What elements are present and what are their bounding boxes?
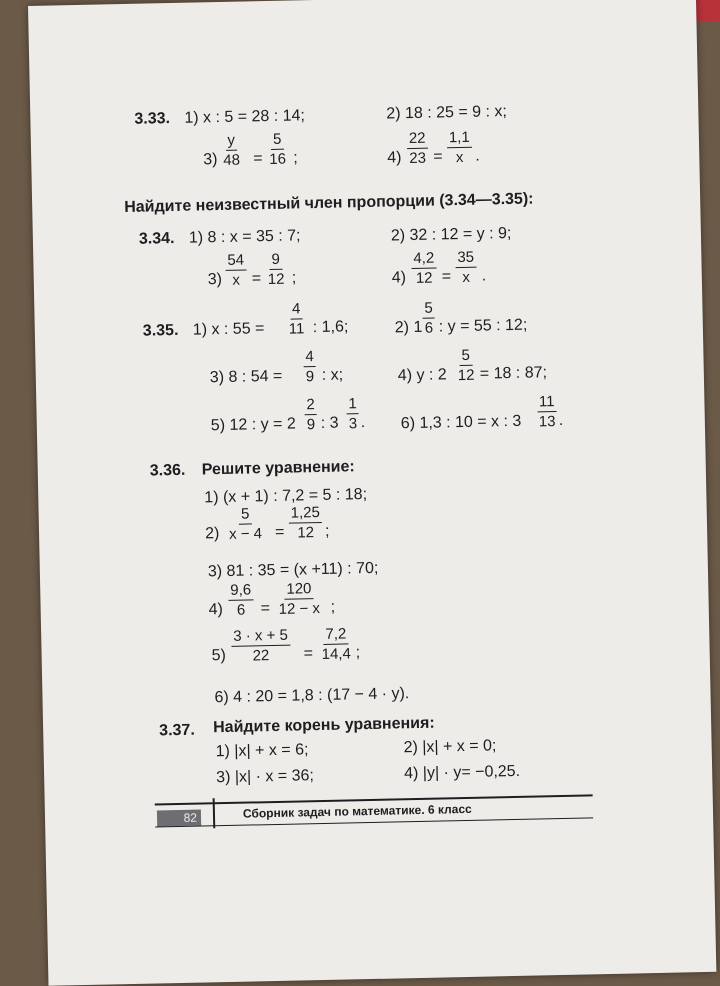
fraction bbox=[267, 131, 288, 168]
punct: . bbox=[481, 267, 487, 285]
punct: ; bbox=[291, 269, 297, 287]
equals: = bbox=[260, 600, 271, 618]
fraction bbox=[289, 504, 323, 542]
problem-title: Найдите корень уравнения: bbox=[212, 714, 435, 737]
denominator: 48 bbox=[223, 151, 241, 169]
punct: ; bbox=[330, 598, 336, 616]
numerator: 4,2 bbox=[411, 250, 436, 270]
numerator: 35 bbox=[455, 249, 476, 268]
denominator: 11 bbox=[288, 320, 305, 338]
denominator: 13 bbox=[538, 413, 556, 431]
item-4-label: 4) bbox=[391, 269, 407, 287]
punct: . bbox=[558, 411, 564, 429]
fraction bbox=[536, 393, 557, 430]
footer-bottom-rule bbox=[155, 817, 593, 827]
denominator: x bbox=[462, 268, 471, 286]
punct: : x; bbox=[321, 366, 344, 384]
denominator: x bbox=[232, 271, 241, 289]
fraction bbox=[227, 505, 265, 543]
denominator: 9 bbox=[306, 416, 316, 434]
punct: : 3 bbox=[320, 414, 339, 432]
fraction bbox=[265, 251, 286, 288]
fraction bbox=[447, 129, 473, 167]
problem-number-3-36: 3.36. bbox=[149, 461, 186, 480]
equals: = bbox=[253, 150, 263, 168]
denominator: 12 bbox=[457, 366, 475, 385]
numerator: 1,25 bbox=[289, 504, 323, 524]
problem-number-3-33: 3.33. bbox=[134, 110, 171, 128]
item-3: 3) |x| · x = 36; bbox=[216, 767, 315, 787]
fraction bbox=[231, 627, 290, 665]
problem-number-3-37: 3.37. bbox=[159, 721, 195, 740]
fraction bbox=[407, 130, 428, 167]
numerator: 2 bbox=[304, 396, 317, 415]
punct: ; bbox=[324, 522, 330, 540]
fraction bbox=[228, 581, 254, 619]
denominator: 12 − x bbox=[278, 600, 321, 618]
item-2: 2) 18 : 25 = 9 : x; bbox=[386, 102, 508, 123]
equals: = bbox=[274, 523, 285, 541]
equals: = bbox=[303, 645, 314, 663]
punct: ; bbox=[293, 149, 298, 167]
fraction bbox=[304, 396, 317, 433]
item-1: 1) |x| + x = 6; bbox=[215, 741, 309, 761]
numerator: 11 bbox=[537, 393, 557, 412]
numerator: 9 bbox=[269, 251, 282, 270]
denominator: x bbox=[455, 148, 464, 167]
item-2: 2) |x| + x = 0; bbox=[403, 737, 497, 757]
book-title: Сборник задач по математике. 6 класс bbox=[242, 801, 472, 821]
numerator: 3 · x + 5 bbox=[231, 627, 290, 647]
denominator: 6 bbox=[424, 319, 434, 337]
denominator: 9 bbox=[305, 368, 315, 386]
item-6: 6) 4 : 20 = 1,8 : (17 − 4 · y). bbox=[214, 685, 410, 707]
item-6: 6) 1,3 : 10 = x : 3 bbox=[400, 412, 522, 433]
denominator: 23 bbox=[409, 149, 427, 168]
punct: ; bbox=[355, 644, 361, 662]
fraction bbox=[276, 580, 322, 618]
numerator: 7,2 bbox=[323, 625, 348, 645]
punct: : y = 55 : 12; bbox=[438, 316, 528, 336]
item-2: 2) 32 : 12 = y : 9; bbox=[390, 224, 512, 245]
item-1: 1) 8 : x = 35 : 7; bbox=[188, 227, 301, 247]
numerator: 1,1 bbox=[447, 129, 472, 149]
item-1: 1) x : 55 = bbox=[192, 320, 265, 339]
denominator: 14,4 bbox=[321, 645, 352, 663]
numerator: 5 bbox=[239, 505, 252, 524]
fraction bbox=[221, 132, 242, 169]
section-heading: Найдите неизвестный член пропорции (3.34—3.35): bbox=[124, 190, 534, 217]
fraction bbox=[455, 249, 476, 286]
punct: : 1,6; bbox=[312, 318, 349, 337]
punct: . bbox=[475, 147, 480, 165]
numerator: 5 bbox=[422, 300, 435, 319]
equals: = bbox=[433, 148, 443, 166]
fraction bbox=[411, 250, 437, 288]
item-5-label: 5) bbox=[211, 647, 227, 665]
fraction bbox=[225, 251, 246, 288]
item-2: 2) 1 bbox=[394, 318, 423, 337]
numerator: 54 bbox=[225, 251, 246, 270]
fraction bbox=[303, 348, 316, 385]
problem-number-3-35: 3.35. bbox=[142, 321, 179, 340]
page-number: 82 bbox=[157, 810, 201, 827]
punct: . bbox=[360, 414, 366, 432]
numerator: 1 bbox=[346, 395, 359, 414]
numerator: 22 bbox=[407, 130, 428, 149]
numerator: 120 bbox=[284, 580, 313, 600]
denominator: 22 bbox=[252, 647, 270, 665]
item-3: 3) 81 : 35 = (x +11) : 70; bbox=[207, 559, 379, 581]
denominator: x − 4 bbox=[228, 525, 263, 543]
denominator: 12 bbox=[267, 270, 285, 289]
item-1: 1) (x + 1) : 7,2 = 5 : 18; bbox=[204, 486, 368, 507]
denominator: 12 bbox=[415, 269, 433, 287]
item-4-label: 4) bbox=[387, 149, 402, 167]
denominator: 6 bbox=[236, 601, 246, 619]
equals: = bbox=[441, 268, 452, 286]
numerator: 9,6 bbox=[228, 581, 253, 601]
item-3-label: 3) bbox=[203, 151, 218, 169]
denominator: 3 bbox=[348, 415, 358, 433]
equals: = bbox=[251, 270, 262, 288]
problem-number-3-34: 3.34. bbox=[138, 229, 175, 248]
fraction bbox=[286, 300, 306, 337]
item-4: 4) y : 2 bbox=[397, 366, 447, 385]
item-4-label: 4) bbox=[208, 601, 224, 619]
numerator: 4 bbox=[290, 300, 303, 319]
numerator: y bbox=[225, 132, 237, 151]
numerator: 4 bbox=[303, 348, 316, 367]
item-3: 3) 8 : 54 = bbox=[209, 367, 283, 387]
item-1: 1) x : 5 = 28 : 14; bbox=[184, 107, 306, 127]
item-3-label: 3) bbox=[207, 270, 223, 289]
denominator: 12 bbox=[297, 524, 315, 542]
item-4: 4) |y| · y= −0,25. bbox=[403, 762, 521, 783]
numerator: 5 bbox=[459, 347, 472, 366]
fraction bbox=[455, 347, 476, 384]
numerator: 5 bbox=[271, 131, 284, 150]
punct: = 18 : 87; bbox=[479, 364, 548, 383]
item-2-label: 2) bbox=[204, 525, 220, 543]
fraction bbox=[319, 625, 353, 663]
fraction bbox=[422, 300, 435, 337]
textbook-page bbox=[28, 0, 716, 986]
item-5: 5) 12 : y = 2 bbox=[210, 415, 296, 435]
denominator: 16 bbox=[269, 150, 287, 168]
problem-title: Решите уравнение: bbox=[201, 458, 355, 479]
fraction bbox=[346, 395, 359, 432]
